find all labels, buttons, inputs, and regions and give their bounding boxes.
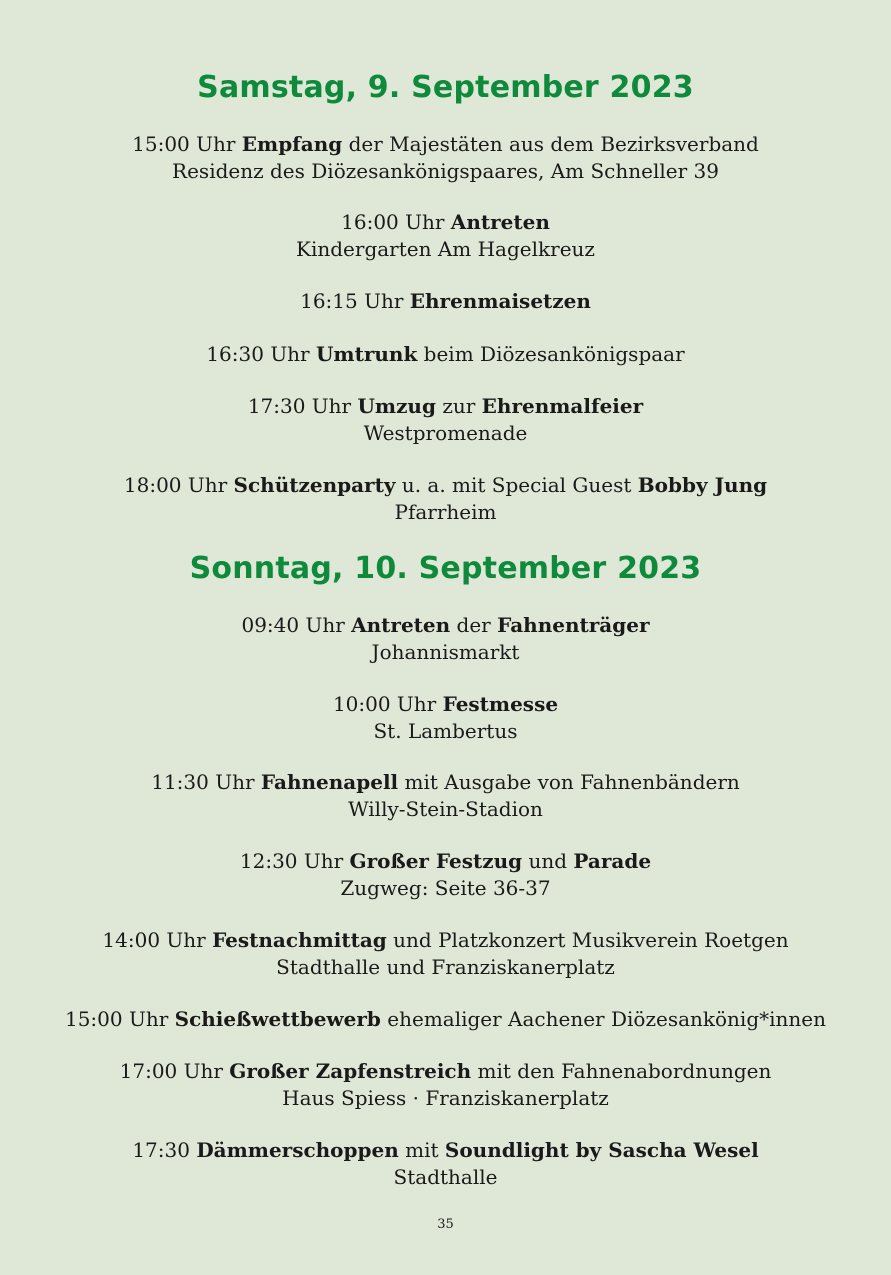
event-title-line: 14:00 Uhr Festnachmittag und Platzkonzert Musikverein Roetgen <box>102 928 789 952</box>
event-title-line: 12:30 Uhr Großer Festzug und Parade <box>239 849 652 873</box>
event-sunday-6 <box>0 1006 891 1033</box>
event-title-line: 16:30 Uhr Umtrunk beim Diözesankönigspaar <box>206 342 685 366</box>
event-location: Haus Spiess · Franziskanerplatz <box>282 1085 609 1110</box>
event-title-line: 11:30 Uhr Fahnenapell mit Ausgabe von Fahnenbändern <box>151 770 740 794</box>
event-sunday-2 <box>0 691 891 744</box>
event-sunday-8 <box>0 1137 891 1190</box>
event-title-line: 09:40 Uhr Antreten der Fahnenträger <box>241 613 650 637</box>
event-title-line: 16:00 Uhr Antreten <box>341 210 550 234</box>
day-heading-saturday: Samstag, 9. September 2023 <box>197 70 694 105</box>
event-sunday-4 <box>0 848 891 901</box>
event-sunday-7 <box>0 1058 891 1111</box>
event-title-line: 17:30 Uhr Umzug zur Ehrenmalfeier <box>247 394 644 418</box>
event-sunday-1 <box>0 612 891 665</box>
event-title-line: 17:30 Dämmerschoppen mit Soundlight by Sascha Wesel <box>132 1138 759 1162</box>
event-location: Pfarrheim <box>394 499 497 524</box>
event-title-line: 10:00 Uhr Festmesse <box>332 692 559 716</box>
event-location: Stadthalle und Franziskanerplatz <box>276 954 615 979</box>
event-location: Willy-Stein-Stadion <box>348 796 543 821</box>
event-title-line: 15:00 Uhr Empfang der Majestäten aus dem Bezirksverband <box>132 132 759 156</box>
event-location: Kindergarten Am Hagelkreuz <box>296 236 595 261</box>
page-number: 35 <box>437 1217 454 1232</box>
event-saturday-1 <box>0 131 891 184</box>
event-title-line: 16:15 Uhr Ehrenmaisetzen <box>300 289 591 313</box>
event-sunday-3 <box>0 769 891 822</box>
event-title-line: 17:00 Uhr Großer Zapfenstreich mit den Fahnenabordnungen <box>119 1059 772 1083</box>
event-location: Westpromenade <box>363 420 528 445</box>
event-title-line: 15:00 Uhr Schießwettbewerb ehemaliger Aachener Diözesankönig*innen <box>64 1007 827 1031</box>
day-heading-sunday: Sonntag, 10. September 2023 <box>189 551 702 586</box>
event-location: St. Lambertus <box>373 718 518 743</box>
event-saturday-5 <box>0 393 891 446</box>
event-location: Johannismarkt <box>371 639 520 664</box>
event-saturday-2 <box>0 209 891 262</box>
event-saturday-6 <box>0 472 891 525</box>
event-location: Zugweg: Seite 36-37 <box>340 875 551 900</box>
event-sunday-5 <box>0 927 891 980</box>
event-saturday-4 <box>0 341 891 368</box>
event-title-line: 18:00 Uhr Schützenparty u. a. mit Special Guest Bobby Jung <box>123 473 768 497</box>
event-location: Residenz des Diözesankönigspaares, Am Schneller 39 <box>172 158 719 183</box>
event-saturday-3 <box>0 288 891 315</box>
event-location: Stadthalle <box>393 1164 498 1189</box>
